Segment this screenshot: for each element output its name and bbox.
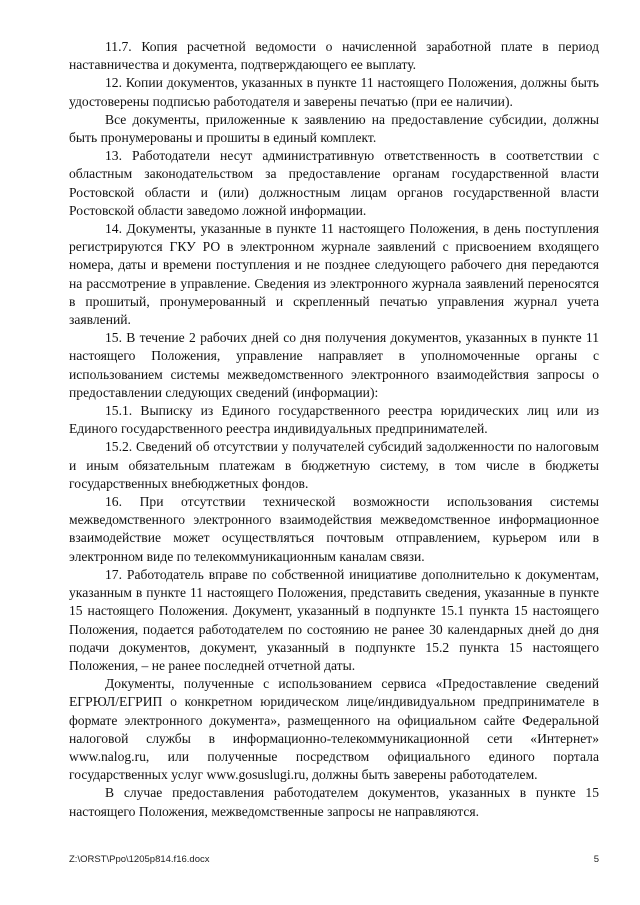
paragraph-15-1: 15.1. Выписку из Единого государственного реестра юридических лиц или из Единого государственного реестра индивидуальных предпринимателей. [69,403,599,437]
footer-file-path: Z:\ORST\Ppo\1205p814.f16.docx [69,854,210,865]
paragraph-15-2: 15.2. Сведений об отсутствии у получателей субсидий задолженности по налоговым и иным обязательным платежам в бюджетную систему, в том числе в бюджеты государственных внебюджетных фондов. [69,439,599,491]
paragraph-13: 13. Работодатели несут административную ответственность в соответствии с областным законодательством за предоставление органам государственной власти Ростовской области и (или) должностным лицам органов государственной власти Ростовской области заведомо ложной информации. [69,148,599,218]
paragraph-17: 17. Работодатель вправе по собственной инициативе дополнительно к документам, указанным в пункте 11 настоящего Положения, представить сведения, указанные в пункте 15 настоящего Положения. Документ, указанный в подпункте 15.1 пункта 15 настоящего Положения, подается работодателем по состоянию не ранее 30 календарных дней до дня подачи документов, документ, указанный в подпункте 15.2 пункта 15 настоящего Положения, – не ранее последней отчетной даты. [69,566,599,673]
document-body [69,38,599,821]
paragraph-12: 12. Копии документов, указанных в пункте 11 настоящего Положения, должны быть удостоверены подписью работодателя и заверены печатью (при ее наличии). [69,75,599,109]
paragraph-egrul-documents: Документы, полученные с использованием сервиса «Предоставление сведений ЕГРЮЛ/ЕГРИП о конкретном юридическом лице/индивидуальном предпринимателе в формате электронного документа», размещенного на официальном сайте Федеральной налоговой службы в информационно-телекоммуникационной сети «Интернет» www.nalog.ru, или полученные посредством официального единого портала государственных услуг www.gosuslugi.ru, должны быть заверены работодателем. [69,676,599,783]
page-number: 5 [593,854,599,865]
paragraph-16: 16. При отсутствии технической возможности использования системы межведомственного электронного взаимодействия межведомственное информационное взаимодействие может осуществляться почтовым отправлением, курьером или в электронном виде по телекоммуникационным каналам связи. [69,494,599,564]
paragraph-11-7: 11.7. Копия расчетной ведомости о начисленной заработной плате в период наставничества и документа, подтверждающего ее выплату. [69,39,599,73]
paragraph-documents-bound: Все документы, приложенные к заявлению на предоставление субсидии, должны быть пронумерованы и прошиты в единый комплект. [69,111,599,146]
paragraph-no-requests: В случае предоставления работодателем документов, указанных в пункте 15 настоящего Положения, межведомственные запросы не направляются. [69,785,599,819]
paragraph-15: 15. В течение 2 рабочих дней со дня получения документов, указанных в пункте 11 настоящего Положения, управление направляет в уполномоченные органы с использованием системы межведомственного электронного взаимодействия запросы о предоставлении следующих сведений (информации): [69,330,599,400]
paragraph-14: 14. Документы, указанные в пункте 11 настоящего Положения, в день поступления регистрируются ГКУ РО в электронном журнале заявлений с присвоением входящего номера, даты и времени поступления и не позднее следующего рабочего дня передаются на рассмотрение в управление. Сведения из электронного журнала заявлений переносятся в прошитый, пронумерованный и скрепленный печатью управления журнал учета заявлений. [69,221,599,328]
